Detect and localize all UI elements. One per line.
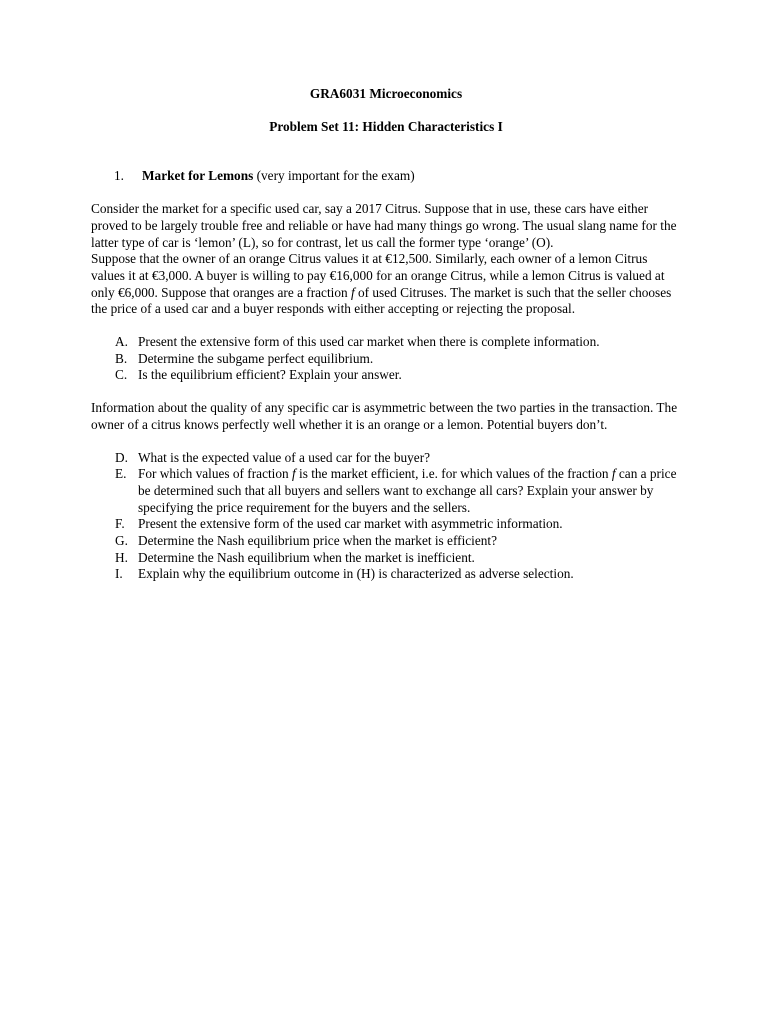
list-item <box>91 450 681 467</box>
question-text-part: is the market efficient, i.e. for which values of the fraction <box>295 466 612 482</box>
list-item <box>91 516 681 533</box>
fraction-variable: f <box>611 466 616 482</box>
paragraph-intro: Consider the market for a specific used car, say a 2017 Citrus. Suppose that in use, these cars have either proved to be largely trouble free and reliable or have had many things go wrong. The usual slang name for the latter type of car is ‘lemon’ (L), so for contrast, let us call the former type ‘orange’ (O). <box>91 201 677 250</box>
list-item <box>91 566 681 583</box>
list-item <box>91 351 681 368</box>
question-text: Is the equilibrium efficient? Explain your answer. <box>138 367 402 383</box>
document-page <box>91 86 681 583</box>
paragraph-valuations <box>91 251 681 318</box>
section-title-line <box>142 168 415 185</box>
list-item <box>91 367 681 384</box>
question-label: B. <box>115 350 128 366</box>
fraction-variable: f <box>291 466 296 482</box>
list-item <box>91 550 681 567</box>
list-item <box>91 334 681 351</box>
question-text <box>138 466 681 516</box>
course-title: GRA6031 Microeconomics <box>309 86 463 101</box>
question-text: Determine the Nash equilibrium when the market is inefficient. <box>138 549 475 565</box>
paragraph-asymmetric-info: Information about the quality of any specific car is asymmetric between the two parties in the transaction. The owner of a citrus knows perfectly well whether it is an orange or a lemon. Potential buyers don’t. <box>91 400 678 432</box>
question-label: G. <box>115 533 128 549</box>
question-text: Determine the subgame perfect equilibrium. <box>138 350 374 366</box>
question-list-complete-info <box>91 334 681 384</box>
question-label: A. <box>115 334 128 350</box>
section-note: (very important for the exam) <box>253 168 415 184</box>
question-label: F. <box>115 516 125 532</box>
section-heading <box>91 168 681 185</box>
section-number: 1. <box>114 168 124 184</box>
question-label: H. <box>115 549 128 565</box>
question-label: E. <box>115 466 127 482</box>
paragraph-valuations-after: of used Citruses. The market is such that the seller chooses the price of a used car and a buyer responds with either accepting or rejecting the proposal. <box>91 284 672 317</box>
question-text: Present the extensive form of this used car market when there is complete information. <box>138 334 600 350</box>
question-text-part: can a price be determined such that all buyers and sellers want to exchange all cars? Explain your answer by specifying the price requirement for the buyers and the sellers. <box>138 466 677 515</box>
question-label: I. <box>115 566 123 582</box>
question-text: What is the expected value of a used car for the buyer? <box>138 449 431 465</box>
problem-set-title: Problem Set 11: Hidden Characteristics I <box>269 118 503 134</box>
question-text: Explain why the equilibrium outcome in (H) is characterized as adverse selection. <box>138 566 574 582</box>
question-text: Determine the Nash equilibrium price when the market is efficient? <box>138 533 498 549</box>
fraction-variable: f <box>350 284 355 300</box>
section-title: Market for Lemons <box>142 168 254 184</box>
question-text: Present the extensive form of the used car market with asymmetric information. <box>138 516 563 532</box>
list-item <box>91 466 681 516</box>
list-item <box>91 533 681 550</box>
question-list-asymmetric-info <box>91 450 681 584</box>
question-label: C. <box>115 367 128 383</box>
paragraph-valuations-before: Suppose that the owner of an orange Citrus values it at €12,500. Similarly, each owner of a lemon Citrus values it at €3,000. A buyer is willing to pay €16,000 for an orange Citrus, while a lemon Citrus is valued at only €6,000. Suppose that oranges are a fraction <box>91 251 665 300</box>
question-text-part: For which values of fraction <box>138 466 292 482</box>
question-label: D. <box>115 449 128 465</box>
